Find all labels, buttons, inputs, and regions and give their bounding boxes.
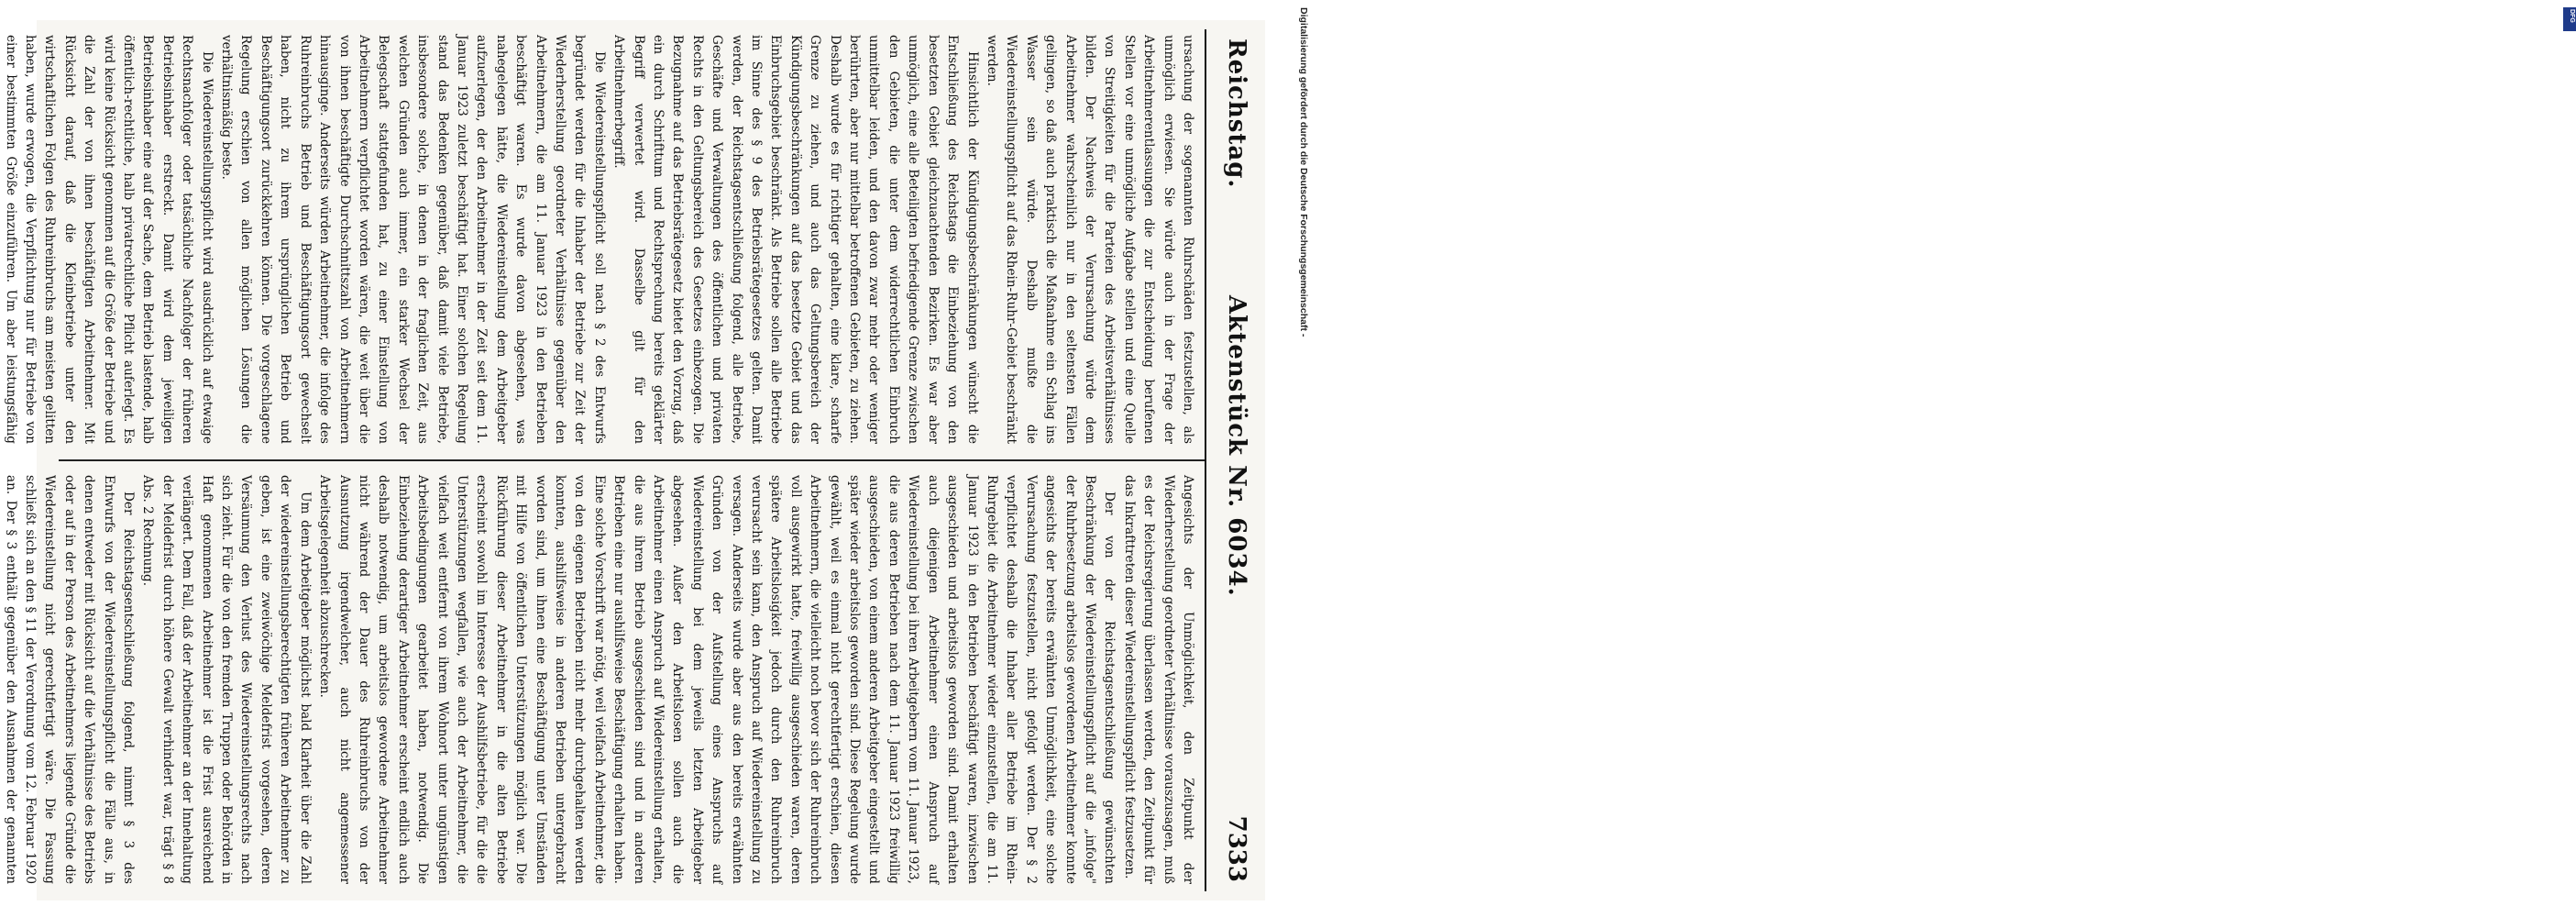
credit-text: Digitalisierung gefördert durch die Deutsche Forschungsgemeinschaft -	[1298, 7, 1309, 337]
column-divider	[59, 459, 1205, 461]
digitization-credit	[1265, 0, 2575, 917]
paragraph: Der Reichstagsentschließung folgend, nimmt § 3 des Entwurfs von der Wiedereinstellungspflicht die Fälle aus, in denen entweder mit Rücksicht auf die Verhältnisse des Betriebs oder auf in der Person des Arbeitnehmers liegende Gründe die Wiedereinstellung nicht gerechtfertigt wäre. Die Fassung schließt sich an den § 11 der Verordnung vom 12. Februar 1920 an. Der § 3 enthält gegenüber den Ausnahmen der genannten	[3, 475, 137, 884]
paragraph: Der von der Reichstagsentschließung gewünschten Beschränkung der Wiedereinstellungspflicht auf die „infolge" der Ruhrbesetzung arbeitslos gewordenen Arbeitnehmer konnte angesichts der bereits erwähnten Unmöglichkeit, eine solche Verursachung festzustellen, nicht gefolgt werden. Der § 2 verpflichtet deshalb die Inhaber aller Betriebe im Rhein-Ruhrgebiet die Arbeitnehmer wieder einzustellen, die am 11. Januar 1923 in den Betrieben beschäftigt waren, inzwischen ausgeschieden und arbeitslos geworden sind. Damit erhalten auch diejenigen Arbeitnehmer einen Anspruch auf Wiedereinstellung bei ihren Arbeitgebern vom 11. Januar 1923, die aus deren Betrieben nach dem 11. Januar 1923 freiwillig ausgeschieden, von einem anderen Arbeitgeber eingestellt und später wieder arbeitslos geworden sind. Diese Regelung wurde gewählt, weil es einmal nicht gerechtfertigt erschien, diesen Arbeitnehmern, die vielleicht noch bevor sich der Ruhreinbruch voll ausgewirkt hatte, freiwillig ausgeschieden waren, deren spätere Arbeitslosigkeit jedoch durch den Ruhreinbruch verursacht sein kann, den Anspruch auf Wiedereinstellung zu versagen. Anderseits wurde aber aus den bereits erwähnten Gründen von der Aufstellung eines Anspruchs auf Wiedereinstellung bei dem jeweils letzten Arbeitgeber abgesehen. Außer den Arbeitslosen sollen auch die Arbeitnehmer einen Anspruch auf Wiedereinstellung erhalten, die aus ihrem Betrieb ausgeschieden sind und in anderen Betrieben eine nur aushilfsweise Beschäftigung erhalten haben. Eine solche Vorschrift war nötig, weil vielfach Arbeitnehmer, die von den eigenen Betrieben nicht mehr durchgehalten werden konnten, aushilfsweise in anderen Betrieben untergebracht worden sind, um ihnen eine Beschäftigung unter Umständen mit Hilfe von öffentlichen Unterstützungen möglich war. Die Rückführung dieser Arbeitnehmer in die alten Betriebe erscheint sowohl im Interesse der Aushilfsbetriebe, für die die Unterstützungen wegfallen, wie auch der Arbeitnehmer, die vielfach weit entfernt von ihrem Wohnort unter ungünstigen Arbeitsbedingungen gearbeitet haben, notwendig. Die Einbeziehung derartiger Arbeitnehmer erscheint endlich auch deshalb notwendig, um arbeitslos gewordene Arbeitnehmer nicht während der Dauer des Ruhreinbruchs von der Ausnutzung irgendwelcher, auch nicht angemessener Arbeitsgelegenheit abzuschrecken.	[317, 475, 1117, 885]
paragraph: Angesichts der Unmöglichkeit, den Zeitpunkt der Wiederherstellung geordneter Verhältnisse vorauszusagen, muß es der Reichsregierung überlassen werden, den Zeitpunkt für das Inkrafttreten dieser Wiedereinstellungspflicht festzusetzen.	[1121, 475, 1195, 884]
right-column	[3, 475, 1197, 885]
scanned-page	[3, 20, 1265, 900]
paragraph: Die Wiedereinstellungspflicht wird ausdrücklich auf etwaige Rechtsnachfolger oder tatsächliche Nachfolger der früheren Betriebsinhaber erstreckt. Damit wird dem jeweiligen Betriebsinhaber eine auf der Sache, dem Betrieb lastende, halb öffentlich-rechtliche, halb privatrechtliche Pflicht auferlegt. Es wird keine Rücksicht genommen auf die Größe der Betriebe und die Zahl der von ihnen beschäftigten Arbeitnehmer. Mit Rücksicht darauf, daß die Kleinbetriebe unter den wirtschaftlichen Folgen des Ruhreinbruchs am meisten gelitten haben, wurde erwogen, die Verpflichtung nur für Betriebe von einer bestimmten Größe einzuführen. Um aber leistungsfähig	[3, 35, 215, 445]
paragraph: Die Wiedereinstellungspflicht soll nach § 2 des Entwurfs begründet werden für die Inhaber der Betriebe zur Zeit der Wiederherstellung geordneter Verhältnisse gegenüber den Arbeitnehmern, die am 11. Januar 1923 in den Betrieben beschäftigt waren. Es wurde davon abgesehen, was nahegelegen hätte, die Wiedereinstellung dem Arbeitgeber aufzuerlegen, der den Arbeitnehmer in der Zeit seit dem 11. Januar 1923 zuletzt beschäftigt hat. Einer solchen Regelung stand das Bedenken gegenüber, daß damit viele Betriebe, insbesondere solche, in denen in der fraglichen Zeit, aus welchen Gründen auch immer, ein starker Wechsel der Belegschaft stattgefunden hat, zu einer Einstellung von Arbeitnehmern verpflichtet worden wären, die weit über die von ihnen beschäftigte Durchschnittszahl von Arbeitnehmern hinausginge. Anderseits würden Arbeitnehmer, die infolge des Ruhreinbruchs Betrieb und Beschäftigungsort gewechselt haben, nicht zu ihrem ursprünglichen Betrieb und Beschäftigungsort zurückkehren können. Die vorgeschlagene Regelung erschien von allen möglichen Lösungen die verhältnismäßig beste.	[219, 35, 607, 444]
dfg-logo	[2563, 7, 2576, 31]
header-reichstag: Reichstag.	[1223, 39, 1250, 189]
dfg-logo-text: DFG	[2569, 9, 2575, 23]
rotated-page	[3, 20, 1265, 900]
paragraph: Hinsichtlich der Kündigungsbeschränkungen wünscht die Entschließung des Reichstags die Einbeziehung von den besetzten Gebiet gleichzuachtenden Bezirken. Es war aber unmöglich, eine alle Beteiligten befriedigende Grenze zwischen den Gebieten, die unter dem widerrechtlichen Einbruch unmittelbar leiden, und den davon zwar mehr oder weniger berührten, aber nur mittelbar betroffenen Gebieten, zu ziehen. Deshalb wurde es für richtiger gehalten, eine klare, scharfe Grenze zu ziehen, und auch das Geltungsbereich der Kündigungsbeschränkungen auf das besetzte Gebiet und das Einbruchsgebiet beschränkt. Als Betriebe sollen alle Betriebe im Sinne des § 9 des Betriebsrätegesetzes gelten. Damit werden, der Reichstagsentschließung folgend, alle Betriebe, Geschäfte und Verwaltungen des öffentlichen und privaten Rechts in den Geltungsbereich des Gesetzes einbezogen. Die Bezugnahme auf das Betriebsrätegesetz bietet den Vorzug, daß ein durch Schrifttum und Rechtsprechung bereits geklärter Begriff verwertet wird. Dasselbe gilt für den Arbeitnehmerbegriff.	[611, 35, 980, 444]
page-header	[1203, 20, 1265, 900]
page-number: 7333	[1223, 815, 1250, 882]
paragraph: ursachung der sogenannten Ruhrschäden festzustellen, als unmöglich erwiesen. Sie würde auch in der Frage der Arbeitnehmerentlassungen die zur Entscheidung berufenen Stellen vor eine unmögliche Aufgabe stellen und eine Quelle von Streitigkeiten für die Parteien des Arbeitsverhältnisses bilden. Der Nachweis der Verursachung würde dem Arbeitnehmer wahrscheinlich nur in den seltensten Fällen gelingen, so daß auch praktisch die Maßnahme ein Schlag ins Wasser sein würde. Deshalb mußte die Wiedereinstellungspflicht auf das Rhein-Ruhr-Gebiet beschränkt werden.	[984, 35, 1195, 444]
header-document-number: Aktenstück Nr. 6034.	[1223, 295, 1250, 597]
header-rule	[1205, 29, 1206, 891]
paragraph: Um dem Arbeitgeber möglichst bald Klarheit über die Zahl der wiedereinstellungsberechtigten früheren Arbeitnehmer zu geben, ist eine zweiwöchige Meldefrist vorgesehen, deren Versäumung den Verlust des Wiedereinstellungsrechts nach sich zieht. Für die von den fremden Truppen oder Behörden in Haft genommenen Arbeitnehmer ist die Frist ausreichend verlängert. Dem Fall, daß der Arbeitnehmer an der Innehaltung der Meldefrist durch höhere Gewalt verhindert war, trägt § 8 Abs. 2 Rechnung.	[140, 475, 313, 884]
left-column	[3, 35, 1197, 445]
